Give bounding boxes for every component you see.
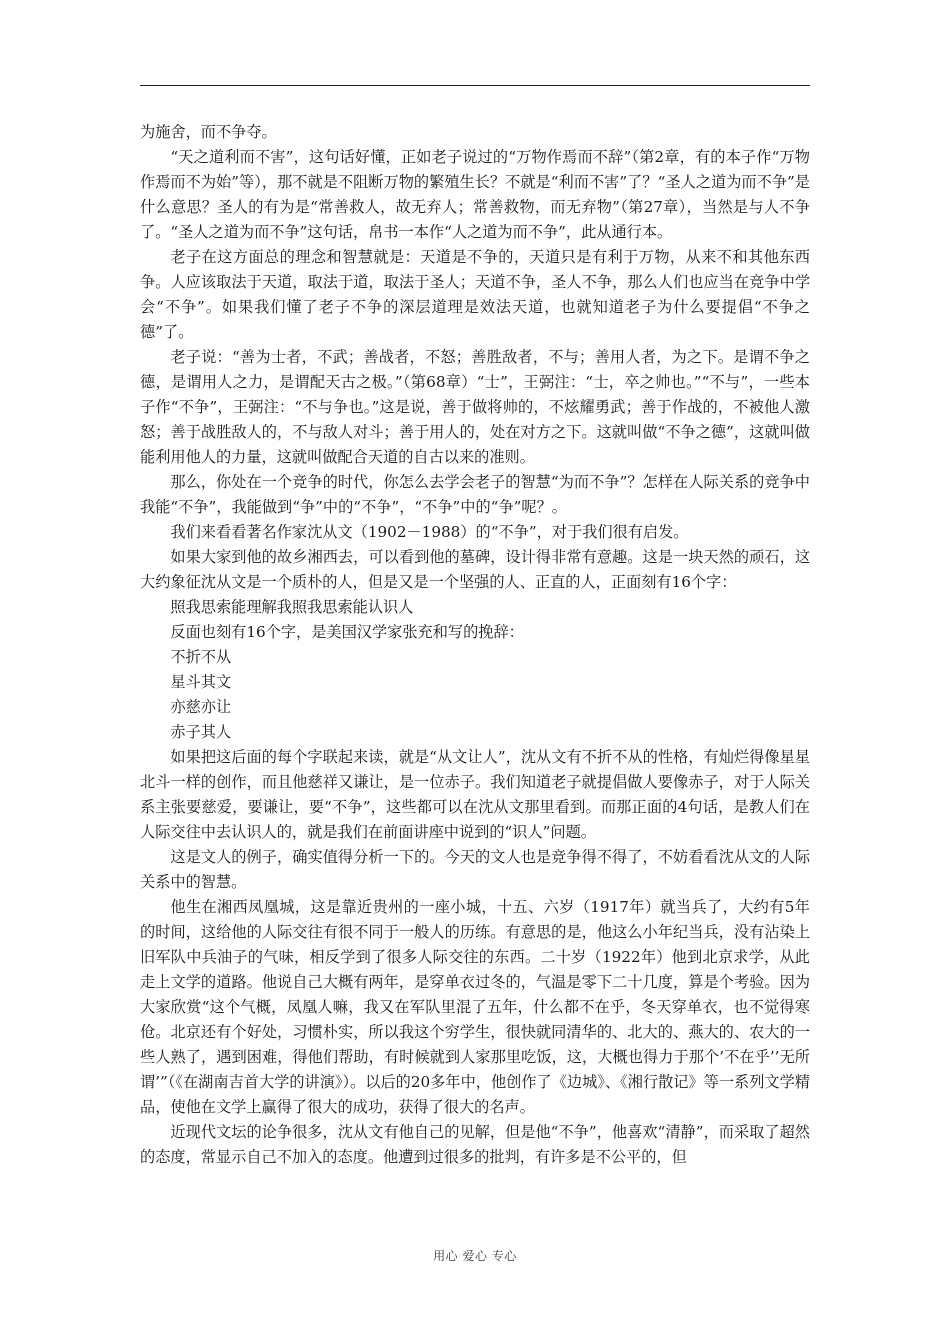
elegy-line-4: 赤子其人 (170, 723, 232, 741)
paragraph-6: 如果大家到他的故乡湘西去，可以看到他的墓碑，设计得非常有意趣。这是一块天然的顽石，这大约象征沈从文是一个质朴的人，但是又是一个坚强的人、正直的人，正面刻有16个字： (140, 548, 810, 591)
document-body (140, 120, 810, 1170)
paragraph-15: 他生在湘西凤凰城，这是靠近贵州的一座小城，十五、六岁（1917年）就当兵了，大约有5年的时间，这给他的人际交往有很不同于一般人的历练。有意思的是，他这么小年纪当兵，没有沾染上旧军队中兵油子的气味，相反学到了很多人际交往的东西。二十岁（1922年）他到北京求学，从此走上文学的道路。他说自己大概有两年，是穿单衣过冬的，气温是零下二十几度，算是个考验。因为大家欣赏“这个气概，凤凰人嘛，我又在军队里混了五年，什么都不在乎，冬天穿单衣，也不觉得寒伧。北京还有个好处，习惯朴实，所以我这个穷学生，很快就同清华的、北大的、燕大的、农大的一些人熟了，遇到困难，得他们帮助，有时候就到人家那里吃饭，这，大概也得力于那个’不在乎’’无所谓’”（《在湖南吉首大学的讲演》）。以后的20多年中，他创作了《边城》、《湘行散记》等一系列文学精品，使他在文学上赢得了很大的成功，获得了很大的名声。 (140, 898, 810, 1116)
paragraph-4: 那么，你处在一个竞争的时代，你怎么去学会老子的智慧“为而不争”？怎样在人际关系的竞争中我能“不争”，我能做到“争”中的“不争”，“不争”中的“争”呢？。 (140, 473, 810, 516)
inscription-front: 照我思索能理解我照我思索能认识人 (170, 598, 414, 616)
paragraph-1: “天之道利而不害”，这句话好懂，正如老子说过的“万物作焉而不辞”（第2章，有的本子作“万物作焉而不为始”等），那不就是不阻断万物的繁殖生长？不就是“利而不害”了？“圣人之道为而不争”是什么意思？圣人的有为是“常善救人，故无弃人；常善救物，而无弃物”（第27章），当然是与人不争了。“圣人之道为而不争”这句话，帛书一本作“人之道为而不争”，此从通行本。 (140, 148, 810, 241)
elegy-line-2: 星斗其文 (170, 673, 232, 691)
paragraph-2: 老子在这方面总的理念和智慧就是：天道是不争的，天道只是有利于万物，从来不和其他东西争。人应该取法于天道，取法于道，取法于圣人；天道不争，圣人不争，那么人们也应当在竞争中学会“不争”。如果我们懂了老子不争的深层道理是效法天道，也就知道老子为什么要提倡“不争之德”了。 (140, 248, 810, 341)
elegy-line-1: 不折不从 (170, 648, 232, 666)
paragraph-14: 这是文人的例子，确实值得分析一下的。今天的文人也是竞争得不得了，不妨看看沈从文的人际关系中的智慧。 (140, 848, 810, 891)
page-footer: 用心 爱心 专心 (433, 1249, 517, 1263)
paragraph-13: 如果把这后面的每个字联起来读，就是“从文让人”，沈从文有不折不从的性格，有灿烂得像星星北斗一样的创作，而且他慈祥又谦让，是一位赤子。我们知道老子就提倡做人要像赤子，对于人际关系主张要慈爱，要谦让，要“不争”，这些都可以在沈从文那里看到。而那正面的4句话，是教人们在人际交往中去认识人的，就是我们在前面讲座中说到的“识人”问题。 (140, 748, 810, 841)
paragraph-16: 近现代文坛的论争很多，沈从文有他自己的见解，但是他“不争”，他喜欢“清静”，而采取了超然的态度，常显示自己不加入的态度。他遭到过很多的批判，有许多是不公平的，但 (140, 1123, 810, 1166)
elegy-line-3: 亦慈亦让 (170, 698, 232, 716)
paragraph-0: 为施舍，而不争夺。 (140, 123, 277, 141)
paragraph-8: 反面也刻有16个字，是美国汉学家张充和写的挽辞： (170, 623, 524, 641)
paragraph-3: 老子说：“善为士者，不武；善战者，不怒；善胜敌者，不与；善用人者，为之下。是谓不争之德，是谓用人之力，是谓配天古之极。”（第68章）“士”，王弼注：“士，卒之帅也。”“不与”，一些本子作“不争”，王弼注：“不与争也。”这是说，善于做将帅的，不炫耀勇武；善于作战的，不被他人激怒；善于战胜敌人的，不与敌人对斗；善于用人的，处在对方之下。这就叫做“不争之德”，这就叫做能利用他人的力量，这就叫做配合天道的自古以来的准则。 (140, 348, 810, 466)
header-rule (140, 85, 810, 86)
paragraph-5: 我们来看看著名作家沈从文（1902－1988）的“不争”，对于我们很有启发。 (170, 523, 689, 541)
